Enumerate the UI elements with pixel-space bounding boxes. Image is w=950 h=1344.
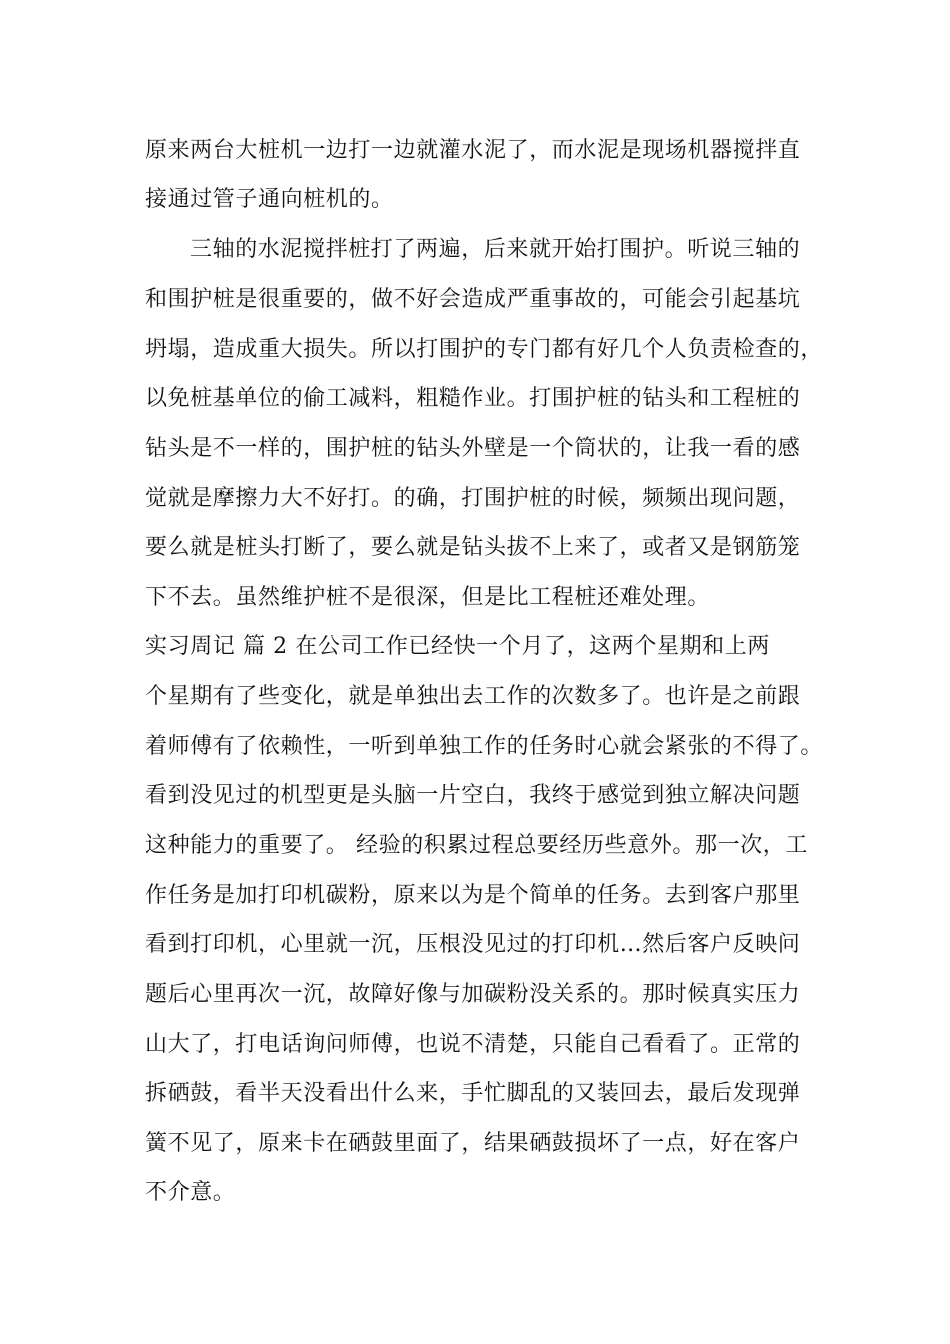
text-line: 以免桩基单位的偷工减料，粗糙作业。打围护桩的钻头和工程桩的 — [145, 386, 801, 411]
text-line: 原来两台大桩机一边打一边就灌水泥了，而水泥是现场机器搅拌直 — [145, 138, 801, 163]
text-line: 钻头是不一样的，围护桩的钻头外壁是一个筒状的，让我一看的感 — [145, 436, 801, 461]
text-line: 这种能力的重要了。 经验的积累过程总要经历些意外。那一次，工 — [145, 833, 808, 858]
text-line: 接通过管子通向桩机的。 — [145, 187, 394, 212]
text-line: 觉就是摩擦力大不好打。的确，打围护桩的时候，频频出现问题， — [145, 486, 801, 511]
text-line: 个星期有了些变化，就是单独出去工作的次数多了。也许是之前跟 — [145, 684, 801, 709]
text-line: 看到没见过的机型更是头脑一片空白，我终于感觉到独立解决问题 — [145, 783, 801, 808]
section-heading-line: 实习周记 篇 2 在公司工作已经快一个月了，这两个星期和上两 — [145, 634, 770, 659]
text-line: 题后心里再次一沉，故障好像与加碳粉没关系的。那时候真实压力 — [145, 982, 801, 1007]
text-line: 不介意。 — [145, 1180, 236, 1205]
text-line: 和围护桩是很重要的，做不好会造成严重事故的，可能会引起基坑 — [145, 287, 801, 312]
text-line: 拆硒鼓，看半天没看出什么来，手忙脚乱的又装回去，最后发现弹 — [145, 1081, 801, 1106]
text-line: 看到打印机，心里就一沉，压根没见过的打印机…然后客户反映问 — [145, 932, 801, 957]
text-line: 簧不见了，原来卡在硒鼓里面了，结果硒鼓损坏了一点，好在客户 — [145, 1131, 801, 1156]
text-line: 要么就是桩头打断了，要么就是钻头拔不上来了，或者又是钢筋笼 — [145, 535, 801, 560]
text-line: 坍塌，造成重大损失。所以打围护的专门都有好几个人负责检查的， — [145, 337, 824, 362]
text-line: 山大了，打电话询问师傅，也说不清楚，只能自己看看了。正常的 — [145, 1032, 801, 1057]
paragraph-first-line: 三轴的水泥搅拌桩打了两遍，后来就开始打围护。听说三轴的 — [190, 237, 801, 262]
text-line: 下不去。虽然维护桩不是很深，但是比工程桩还难处理。 — [145, 585, 711, 610]
text-line: 作任务是加打印机碳粉，原来以为是个简单的任务。去到客户那里 — [145, 883, 801, 908]
text-line: 着师傅有了依赖性，一听到单独工作的任务时心就会紧张的不得了。 — [145, 734, 824, 759]
